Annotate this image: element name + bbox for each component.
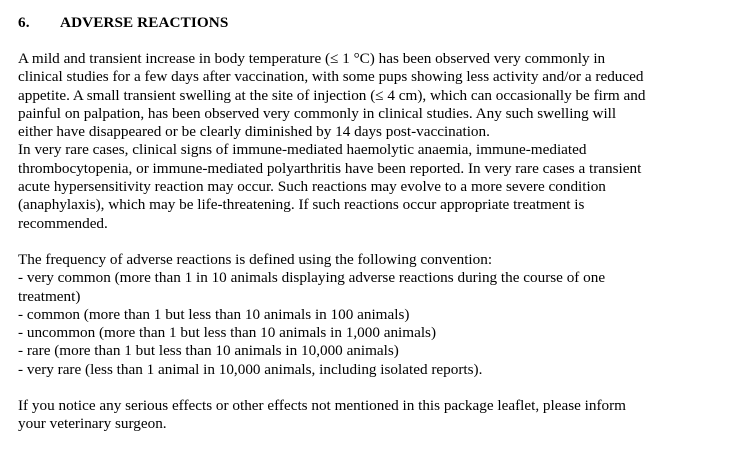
text-line: your veterinary surgeon. [18,415,167,433]
text-line: painful on palpation, has been observed very commonly in clinical studies. Any such swelling will [18,104,617,122]
paragraph-report-effects [18,397,712,434]
list-item: - uncommon (more than 1 but less than 10 animals in 1,000 animals) [18,324,437,342]
text-line: appetite. A small transient swelling at the site of injection (≤ 4 cm), which can occasionally be firm and [18,86,646,104]
section-heading [18,14,712,32]
text-line: In very rare cases, clinical signs of immune-mediated haemolytic anaemia, immune-mediated [18,141,587,159]
text-line: clinical studies for a few days after vaccination, with some pups showing less activity and/or a reduced [18,68,644,86]
list-item: treatment) [18,287,81,305]
list-item: - rare (more than 1 but less than 10 animals in 10,000 animals) [18,342,399,360]
list-item: - common (more than 1 but less than 10 animals in 100 animals) [18,305,410,323]
text-line: The frequency of adverse reactions is defined using the following convention: [18,250,493,268]
section-title: ADVERSE REACTIONS [60,14,229,31]
spacer-after-heading [18,32,712,50]
spacer-before-closing [18,379,712,397]
text-line: recommended. [18,214,108,232]
spacer-before-frequency [18,233,712,251]
text-line: thrombocytopenia, or immune-mediated polyarthritis have been reported. In very rare cases a transient [18,159,642,177]
text-line: (anaphylaxis), which may be life-threatening. If such reactions occur appropriate treatment is [18,196,585,214]
frequency-definition-list [18,269,712,379]
text-line: acute hypersensitivity reaction may occur. Such reactions may evolve to a more severe condition [18,178,606,196]
section-number: 6. [18,14,30,31]
paragraph-frequency-convention-intro [18,251,712,269]
text-line: A mild and transient increase in body temperature (≤ 1 °C) has been observed very commonly in [18,50,606,67]
text-line: either have disappeared or be clearly diminished by 14 days post-vaccination. [18,123,490,141]
list-item: - very rare (less than 1 animal in 10,000 animals, including isolated reports). [18,360,483,378]
text-line: If you notice any serious effects or other effects not mentioned in this package leaflet, please inform [18,397,626,415]
list-item: - very common (more than 1 in 10 animals displaying adverse reactions during the course of one [18,269,606,287]
paragraph-adverse-reactions-description [18,50,712,233]
